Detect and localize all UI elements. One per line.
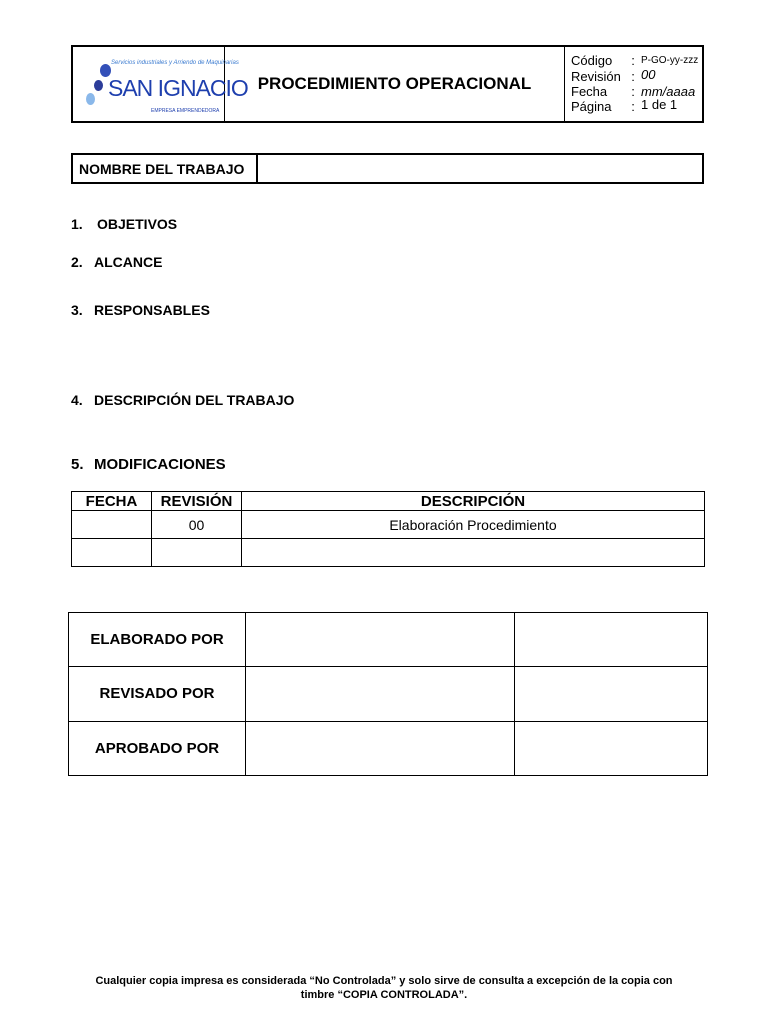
logo-subtitle: EMPRESA EMPRENDEDORA: [151, 108, 220, 114]
job-name-box: [71, 153, 704, 184]
job-name-field[interactable]: [258, 155, 702, 182]
approval-signature-field[interactable]: [515, 721, 708, 775]
footer-line-1: Cualquier copia impresa es considerada “No Controlada” y solo sirve de consulta a excepción de la copia con: [95, 975, 673, 987]
meta-date-value: mm/aaaa: [641, 84, 696, 99]
section-work-description: [71, 392, 294, 408]
cell-description[interactable]: [242, 539, 705, 567]
logo-tagline: Servicios industriales y Arriendo de Maquinarias: [111, 60, 239, 66]
meta-code-sep: :: [631, 53, 635, 68]
approval-label: ELABORADO POR: [69, 613, 246, 667]
cell-description[interactable]: Elaboración Procedimiento: [242, 511, 705, 539]
modifications-table: [71, 491, 705, 567]
approval-row-elaborated: [69, 613, 708, 667]
approval-row-reviewed: [69, 667, 708, 721]
meta-revision-label: Revisión: [571, 69, 621, 84]
section-number: 1.: [71, 216, 83, 232]
meta-revision-sep: :: [631, 69, 635, 84]
col-header-revision: REVISIÓN: [152, 492, 242, 511]
section-number: 2.: [71, 254, 83, 270]
section-title: ALCANCE: [94, 254, 163, 270]
approval-name-field[interactable]: [246, 613, 515, 667]
approval-label: REVISADO POR: [69, 667, 246, 721]
cell-date[interactable]: [72, 539, 152, 567]
meta-date-sep: :: [631, 84, 635, 99]
approval-name-field[interactable]: [246, 721, 515, 775]
job-name-label: NOMBRE DEL TRABAJO: [73, 155, 258, 182]
section-responsibles: [71, 302, 210, 318]
approval-signature-field[interactable]: [515, 613, 708, 667]
meta-page-label: Página: [571, 99, 612, 114]
meta-page-sep: :: [631, 99, 635, 114]
cell-revision[interactable]: 00: [152, 511, 242, 539]
meta-revision-value: 00: [641, 67, 656, 82]
meta-code: [571, 53, 698, 68]
section-title: DESCRIPCIÓN DEL TRABAJO: [94, 392, 295, 408]
col-header-description: DESCRIPCIÓN: [242, 492, 705, 511]
section-scope: [71, 254, 162, 270]
footer-line-2: timbre “COPIA CONTROLADA”.: [300, 989, 468, 1001]
section-objectives: [71, 216, 177, 232]
approval-signature-field[interactable]: [515, 667, 708, 721]
section-modifications: [71, 456, 226, 473]
document-header: [71, 45, 704, 123]
table-row: [72, 511, 705, 539]
section-number: 5.: [71, 456, 84, 473]
meta-code-value: P-GO-yy-zzz: [641, 55, 699, 66]
cell-revision[interactable]: [152, 539, 242, 567]
section-title: OBJETIVOS: [97, 216, 178, 232]
logo-dot-medium: [94, 80, 103, 91]
table-row: [72, 539, 705, 567]
logo-dot-small: [86, 93, 95, 105]
cell-date[interactable]: [72, 511, 152, 539]
footer-notice: [71, 974, 697, 1002]
meta-date-label: Fecha: [571, 84, 608, 99]
logo-name: SAN IGNACIO: [108, 75, 248, 101]
section-title: MODIFICACIONES: [94, 456, 226, 473]
company-logo: [73, 47, 248, 121]
meta-revision: [571, 69, 655, 84]
meta-page-value: 1 de 1: [641, 97, 678, 112]
section-number: 4.: [71, 392, 83, 408]
document-title: PROCEDIMIENTO OPERACIONAL: [225, 47, 565, 121]
meta-code-label: Código: [571, 53, 613, 68]
approval-name-field[interactable]: [246, 667, 515, 721]
approvals-table: [68, 612, 708, 776]
section-number: 3.: [71, 302, 83, 318]
approval-row-approved: [69, 721, 708, 775]
meta-page: [571, 99, 677, 114]
document-meta: [565, 47, 702, 121]
col-header-date: FECHA: [72, 492, 152, 511]
table-header-row: [72, 492, 705, 511]
approval-label: APROBADO POR: [69, 721, 246, 775]
section-title: RESPONSABLES: [94, 302, 210, 318]
